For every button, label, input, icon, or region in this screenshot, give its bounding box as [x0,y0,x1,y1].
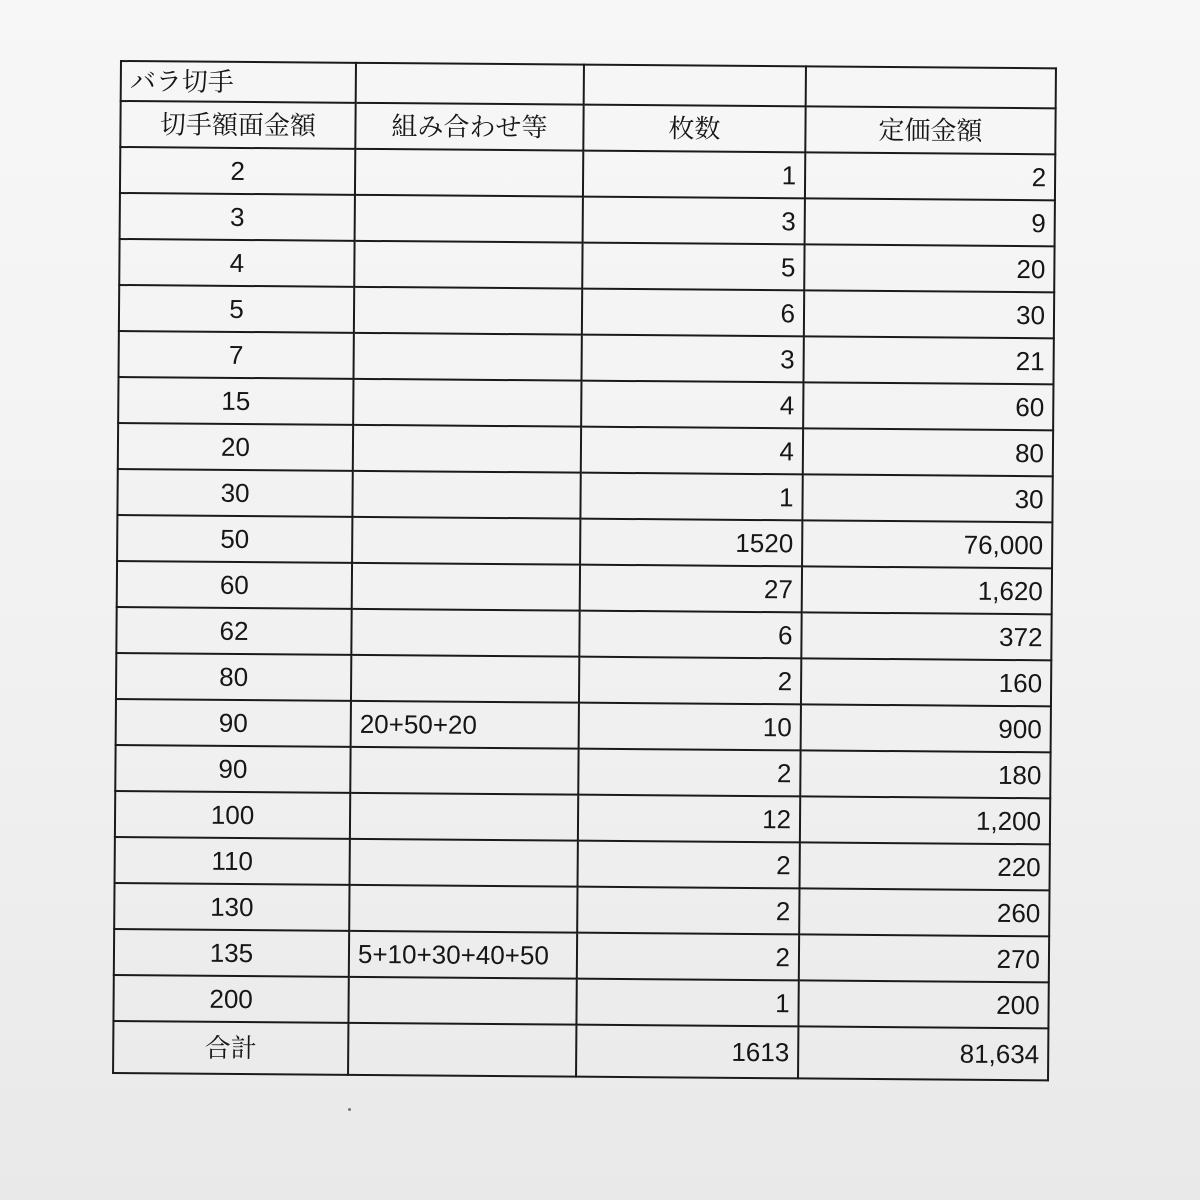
face-value-cell: 50 [117,515,352,563]
combination-cell [348,977,576,1025]
count-cell: 2 [577,933,799,981]
face-value-cell: 62 [116,607,351,655]
count-cell: 1520 [580,519,802,567]
face-value-cell: 2 [120,147,355,195]
count-cell: 5 [582,243,804,291]
combination-cell [351,609,579,657]
paper-speck [348,1108,351,1111]
count-cell: 3 [583,197,805,245]
header-face-value: 切手額面金額 [120,101,355,149]
price-cell: 20 [804,244,1054,292]
price-cell: 1,200 [800,796,1050,844]
price-cell: 372 [801,612,1051,660]
count-cell: 6 [579,611,801,659]
table-row [117,515,1052,568]
face-value-cell: 7 [119,331,354,379]
face-value-cell: 80 [116,653,351,701]
face-value-cell: 5 [119,285,354,333]
count-cell: 1 [580,473,802,521]
table-row [114,883,1049,936]
face-value-cell: 4 [119,239,354,287]
combination-cell [352,471,580,519]
combination-cell [350,747,578,795]
combination-cell [350,839,578,887]
count-cell: 10 [579,703,801,751]
combination-cell [349,885,577,933]
face-value-cell: 30 [117,469,352,517]
price-cell: 220 [800,842,1050,890]
table-row [119,331,1054,384]
header-count: 枚数 [583,105,805,153]
combination-cell: 5+10+30+40+50 [349,931,577,979]
price-cell: 260 [799,888,1049,936]
total-label: 合計 [113,1021,348,1075]
combination-cell [354,287,582,335]
price-cell: 60 [803,382,1053,430]
title-blank-cell [356,63,584,105]
face-value-cell: 15 [118,377,353,425]
combination-cell [354,333,582,381]
face-value-cell: 135 [114,929,349,977]
table-row [118,423,1053,476]
count-cell: 2 [578,749,800,797]
price-cell: 1,620 [802,566,1052,614]
price-cell: 200 [798,980,1048,1028]
stamp-sheet [112,60,1055,1081]
combination-cell [353,425,581,473]
face-value-cell: 90 [115,745,350,793]
title-blank-cell [584,65,806,107]
header-row [120,101,1055,154]
total-price: 81,634 [798,1026,1048,1080]
face-value-cell: 110 [115,837,350,885]
combination-cell [353,379,581,427]
face-value-cell: 100 [115,791,350,839]
header-price: 定価金額 [805,106,1055,154]
title-blank-cell [806,66,1056,108]
count-cell: 2 [577,887,799,935]
combination-cell [352,517,580,565]
table-row [116,699,1051,752]
table-row [116,607,1051,660]
count-cell: 12 [578,795,800,843]
combination-cell [352,563,580,611]
table-title: バラ切手 [121,61,356,103]
stamp-table [112,60,1057,1081]
table-row [113,975,1048,1028]
table-row [120,193,1055,246]
combination-cell [351,655,579,703]
table-row [115,837,1050,890]
count-cell: 1 [583,151,805,199]
price-cell: 160 [801,658,1051,706]
table-row [114,929,1049,982]
table-row [115,745,1050,798]
count-cell: 27 [580,565,802,613]
face-value-cell: 130 [114,883,349,931]
face-value-cell: 3 [120,193,355,241]
total-combination-cell [348,1023,576,1077]
count-cell: 4 [581,427,803,475]
face-value-cell: 200 [113,975,348,1023]
face-value-cell: 60 [117,561,352,609]
table-row [117,561,1052,614]
header-combination: 組み合わせ等 [355,103,583,151]
combination-cell [354,241,582,289]
price-cell: 180 [800,750,1050,798]
price-cell: 270 [799,934,1049,982]
count-cell: 3 [581,335,803,383]
combination-cell: 20+50+20 [351,701,579,749]
count-cell: 2 [578,841,800,889]
combination-cell [355,195,583,243]
face-value-cell: 20 [118,423,353,471]
table-row [120,147,1055,200]
table-row [119,239,1054,292]
table-row [119,285,1054,338]
count-cell: 6 [582,289,804,337]
count-cell: 4 [581,381,803,429]
combination-cell [350,793,578,841]
table-row [118,377,1053,430]
table-row [117,469,1052,522]
price-cell: 21 [803,336,1053,384]
total-row [113,1021,1048,1080]
price-cell: 80 [803,428,1053,476]
table-row [115,791,1050,844]
price-cell: 9 [805,198,1055,246]
face-value-cell: 90 [116,699,351,747]
price-cell: 2 [805,152,1055,200]
count-cell: 1 [576,979,798,1027]
price-cell: 30 [804,290,1054,338]
price-cell: 76,000 [802,520,1052,568]
price-cell: 900 [801,704,1051,752]
total-count: 1613 [576,1025,798,1079]
price-cell: 30 [802,474,1052,522]
combination-cell [355,149,583,197]
count-cell: 2 [579,657,801,705]
table-row [116,653,1051,706]
table-body [113,61,1056,1080]
